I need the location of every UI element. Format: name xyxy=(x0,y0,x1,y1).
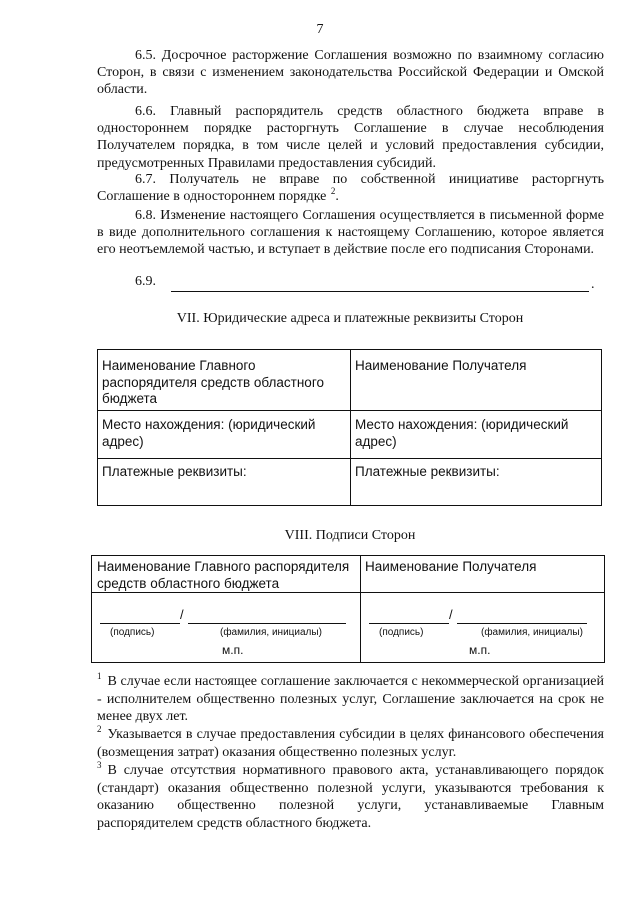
signatures-table xyxy=(91,555,605,663)
footnote-text: В случае отсутствия нормативного правового акта, устанавливающего порядок (стандарт) оказания общественно полезной услуги, указываются требования к оказанию общественно полезной услуги, устанавливаемые Главным распорядителем средств областного бюджета. xyxy=(97,763,604,831)
left-signature-cell xyxy=(92,593,361,663)
table-cell xyxy=(98,411,351,459)
section-8-title: VIII. Подписи Сторон xyxy=(284,528,416,543)
footnote-mark: 1 xyxy=(97,671,102,681)
paragraph-6-9-blank-line xyxy=(171,291,589,292)
paragraph-6-7-end: . xyxy=(335,189,339,205)
seal-label: м.п. xyxy=(222,643,244,657)
table-cell xyxy=(351,459,602,506)
signature-label: (подпись) xyxy=(110,627,155,638)
name-label: (фамилия, инициалы) xyxy=(220,627,322,638)
table-row xyxy=(98,350,602,411)
right-signature-cell xyxy=(361,593,605,663)
separator-slash: / xyxy=(180,607,184,622)
signature-line xyxy=(369,623,449,624)
signature-label: (подпись) xyxy=(379,627,424,638)
footnote-mark: 2 xyxy=(97,724,102,734)
table-cell xyxy=(98,350,351,411)
footnote-ref-2: 2 xyxy=(330,186,336,197)
table-cell xyxy=(92,556,361,593)
table-cell xyxy=(98,459,351,506)
paragraph-6-7-text: 6.7. Получатель не вправе по собственной инициативе расторгнуть Соглашение в одностороннем порядке xyxy=(97,172,604,205)
footnote-1 xyxy=(97,673,604,726)
paragraph-6-6: 6.6. Главный распорядитель средств областного бюджета вправе в одностороннем порядке расторгнуть Соглашение в случае несоблюдения Получателем порядка, в том числе целей и условий предоставления субсидии, предусмотренных Правилами предоставления субсидий. xyxy=(97,104,604,171)
footnote-2 xyxy=(97,726,604,761)
table-row xyxy=(92,593,605,663)
page-number: 7 xyxy=(316,22,324,37)
table-cell xyxy=(351,411,602,459)
table-row xyxy=(98,459,602,506)
paragraph-6-5: 6.5. Досрочное расторжение Соглашения возможно по взаимному согласию Сторон, в связи с изменением законодательства Российской Федерации и Омской области. xyxy=(97,48,604,98)
cell-text: Платежные реквизиты: xyxy=(102,464,247,479)
signature-line xyxy=(100,623,180,624)
right-party-header: Наименование Получателя xyxy=(365,559,537,574)
paragraph-6-8: 6.8. Изменение настоящего Соглашения осуществляется в письменной форме в виде дополнительного соглашения к настоящему Соглашению, которое является его неотъемлемой частью, и вступает в действие после его подписания Сторонами. xyxy=(97,208,604,258)
seal-label: м.п. xyxy=(469,643,491,657)
footnote-text: Указывается в случае предоставления субсидии в целях финансового обеспечения (возмещения затрат) оказания общественно полезных услуг. xyxy=(97,727,604,761)
table-cell xyxy=(361,556,605,593)
cell-text: Наименование Главного распорядителя средств областного бюджета xyxy=(102,358,324,406)
table-row xyxy=(98,411,602,459)
left-party-header: Наименование Главного распорядителя средств областного бюджета xyxy=(97,559,350,591)
cell-text: Наименование Получателя xyxy=(355,358,527,373)
section-7-title: VII. Юридические адреса и платежные реквизиты Сторон xyxy=(176,311,524,326)
table-row xyxy=(92,556,605,593)
footnote-3 xyxy=(97,762,604,832)
name-line xyxy=(457,623,587,624)
requisites-table xyxy=(97,349,602,506)
cell-text: Место нахождения: (юридический адрес) xyxy=(355,417,569,449)
cell-text: Платежные реквизиты: xyxy=(355,464,500,479)
paragraph-6-7 xyxy=(97,171,604,206)
footnote-mark: 3 xyxy=(97,760,102,770)
paragraph-6-9-number: 6.9. xyxy=(135,274,156,289)
footnote-text: В случае если настоящее соглашение заключается с некоммерческой организацией - исполнителем общественно полезных услуг, Соглашение заключается на срок не менее двух лет. xyxy=(97,674,604,725)
paragraph-6-9-end: . xyxy=(591,277,595,292)
separator-slash: / xyxy=(449,607,453,622)
cell-text: Место нахождения: (юридический адрес) xyxy=(102,417,316,449)
table-cell xyxy=(351,350,602,411)
name-line xyxy=(188,623,346,624)
name-label: (фамилия, инициалы) xyxy=(481,627,583,638)
